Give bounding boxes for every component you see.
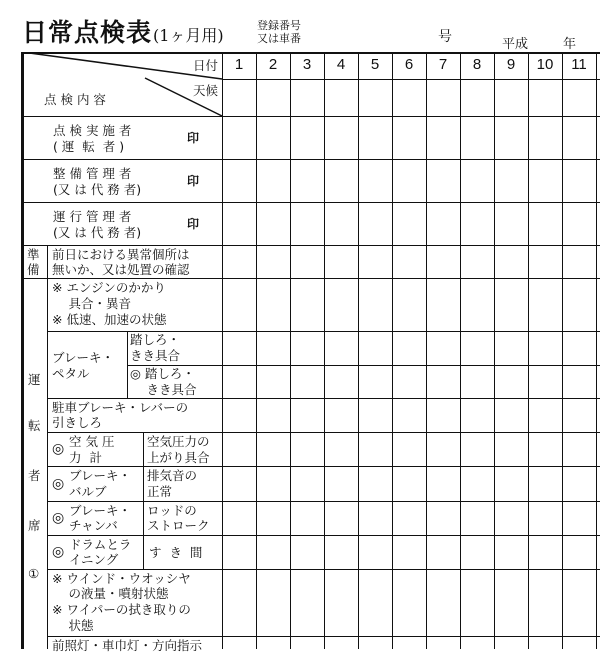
number-suffix: 号 [438,29,452,45]
registration-label-line2: 又は車番 [257,32,301,45]
washer-item-line2: の液量・噴射状態 [52,586,169,601]
day-header-6: 6 [404,56,414,73]
signer-inspector-line2: ( 運 転 者 ) [53,139,125,154]
day-header-8: 8 [472,56,482,73]
signer-maintenance-manager-line2: (又 は 代 務 者) [53,182,142,197]
signer-operations-manager-line1: 運 行 管 理 者 [53,209,132,224]
day-column-border [596,52,597,649]
brake-chamber-check-line2: ストローク [147,518,210,533]
seal-mark: 印 [187,131,200,145]
driver-section-label-char: 席 [28,518,41,533]
air-gauge-check-line2: 上がり具合 [147,450,210,465]
day-header-7: 7 [438,56,448,73]
brake-pedal-divider [127,331,128,398]
brake-chamber-name-line1: ブレーキ・ [69,503,132,518]
day-header-4: 4 [336,56,346,73]
air-gauge-check-line1: 空気圧力の [147,434,210,449]
registration-number-field[interactable] [330,22,430,44]
brake-pedal-sub2-line2: きき具合 [130,382,197,397]
brake-valve-name-line1: ブレーキ・ [69,468,132,483]
driver-section-label-char: 者 [28,468,41,483]
air-gauge-name-line1: 空 気 圧 [69,434,115,449]
washer-item-line3: ※ ワイパーの拭き取りの [52,602,191,617]
drum-lining-name-line1: ドラムとラ [69,537,132,552]
era-label: 平成 [502,37,529,52]
brake-pedal-label-line2: ペタル [52,366,90,381]
seal-mark: 印 [187,174,200,188]
brake-pedal-label-line1: ブレーキ・ [52,350,115,365]
double-circle-mark: ◎ [52,544,65,560]
washer-item-line4: 状態 [52,618,94,633]
driver-section-label-char: 運 [28,372,41,387]
table-left-border [21,52,24,649]
double-circle-mark: ◎ [52,510,65,526]
double-circle-mark: ◎ [52,476,65,492]
driver-section-label-char: ① [28,566,40,581]
washer-item-line1: ※ ウインド・ウオッシヤ [52,571,191,586]
registration-label [257,19,301,45]
day-header-5: 5 [370,56,380,73]
drum-lining-check: す き 間 [149,545,203,560]
year-suffix: 年 [563,37,577,52]
day-header-3: 3 [302,56,312,73]
day-header-1: 1 [234,56,244,73]
brake-chamber-check-line1: ロッドの [147,503,197,518]
date-header-label: 日付 [193,58,219,73]
day-header-11: 11 [571,56,587,73]
driver-section-label-char: 転 [28,418,41,433]
prep-item-line2: 無いか、又は処置の確認 [52,262,190,277]
brake-chamber-name-line2: チャンバ [69,518,118,533]
form-title: 日常点検表 [22,18,153,47]
brake-valve-name-line2: バルブ [69,484,107,499]
brake-pedal-sub2-line1: ◎ 踏しろ・ [130,366,195,381]
brake-pedal-sub1-line2: きき具合 [130,348,181,363]
engine-item-line2: 具合・異音 [52,296,131,311]
drum-lining-name-line2: イニング [69,552,119,567]
prep-item-line1: 前日における異常個所は [52,247,190,262]
day-header-2: 2 [268,56,278,73]
section-label-divider [47,245,48,649]
year-field[interactable] [532,30,562,50]
inspection-items-header: 点 検 内 容 [44,92,106,107]
engine-item-line3: ※ 低速、加速の状態 [52,312,167,327]
registration-label-line1: 登録番号 [257,19,301,32]
air-gauge-name-line2: 力 計 [69,450,102,465]
signer-maintenance-manager-line1: 整 備 管 理 者 [53,166,132,181]
brake-valve-check-line2: 正常 [147,484,173,499]
weather-header-label: 天候 [193,83,219,98]
parking-brake-line1: 駐車ブレーキ・レバーの [52,400,189,415]
prep-section-label-2: 備 [27,262,40,277]
seal-mark: 印 [187,217,200,231]
daily-check-cells-area[interactable] [223,80,596,649]
signer-inspector-line1: 点 検 実 施 者 [53,123,132,138]
double-circle-mark: ◎ [52,441,65,457]
parking-brake-line2: 引きしろ [52,415,103,430]
brake-pedal-sub1-line1: 踏しろ・ [130,332,181,347]
form-title-period: (1ヶ月用) [153,26,224,45]
prep-section-label-1: 準 [27,247,40,262]
day-header-9: 9 [506,56,516,73]
day-header-10: 10 [536,56,554,73]
lights-item-line1: 前照灯・車巾灯・方向指示 [52,638,203,653]
engine-item-line1: ※ エンジンのかかり [52,280,166,295]
brake-valve-check-line1: 排気音の [147,468,198,483]
signer-operations-manager-line2: (又 は 代 務 者) [53,225,142,240]
air-items-divider [143,432,144,569]
